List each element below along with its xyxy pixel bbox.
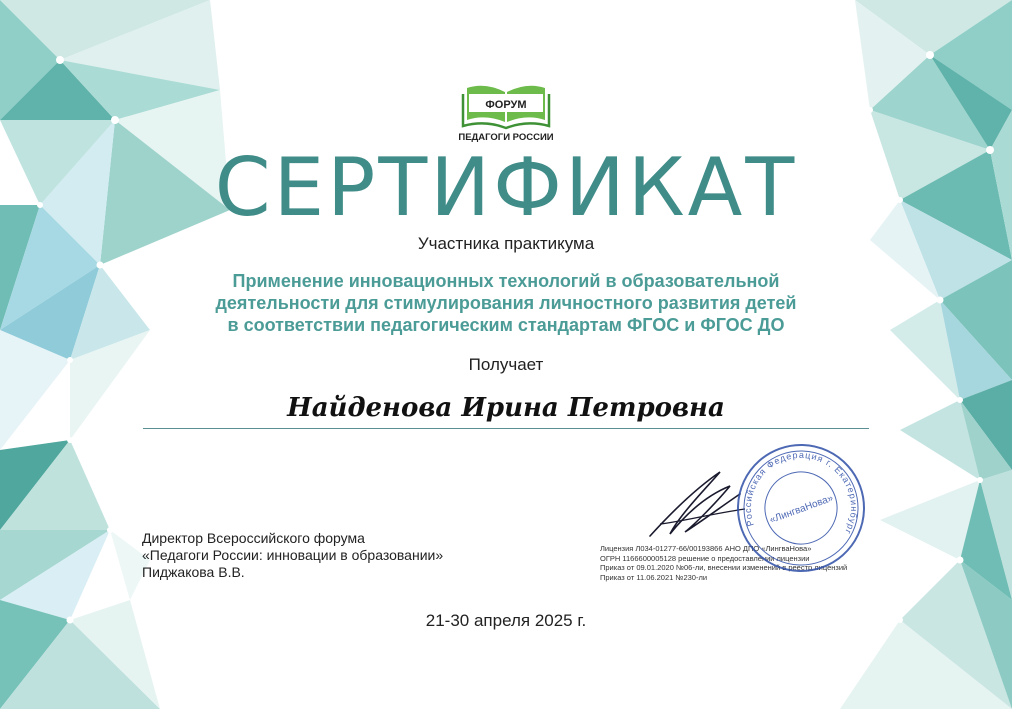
receives-label: Получает (468, 355, 544, 374)
name-underline (143, 428, 869, 429)
signatory-position: Директор Всероссийского форума (142, 530, 365, 546)
forum-logo (455, 82, 557, 142)
topic-line: деятельности для стимулирования личностного развития детей (215, 293, 797, 313)
logo-bottom-text: ПЕДАГОГИ РОССИИ (458, 132, 554, 142)
official-stamp (733, 440, 869, 576)
signatory-organization: «Педагоги России: инновации в образовании» (142, 547, 444, 563)
open-book-icon (455, 82, 557, 142)
license-line: Лицензия Л034-01277-66/00193866 АНО ДПО «ЛингваНова» (600, 544, 812, 553)
stamp-center-text: «ЛингваНова» (768, 492, 835, 526)
recipient-name: Найденова Ирина Петровна (287, 393, 725, 423)
signatory-block (142, 530, 443, 581)
license-line: ОГРН 1166600005128 решение о предоставлении лицензии (600, 553, 810, 563)
event-date: 21-30 апреля 2025 г. (425, 611, 587, 630)
certificate-subtitle: Участника практикума (417, 234, 595, 253)
topic-line: в соответствии педагогическим стандартам ФГОС и ФГОС ДО (227, 315, 785, 335)
certificate-title: СЕРТИФИКАТ (214, 141, 798, 234)
topic-block (0, 270, 1012, 336)
logo-top-text: ФОРУМ (485, 99, 527, 111)
topic-line: Применение инновационных технологий в образовательной (232, 271, 780, 291)
license-line: Приказ от 11.06.2021 №230-ли (600, 572, 708, 582)
stamp-ring-text: Российская Федерация г. Екатеринбург (742, 449, 860, 537)
signatory-name: Пиджакова В.В. (142, 564, 245, 580)
license-line: Приказ от 09.01.2020 №06-ли, внесении изменений в реестр лицензий (600, 563, 848, 572)
